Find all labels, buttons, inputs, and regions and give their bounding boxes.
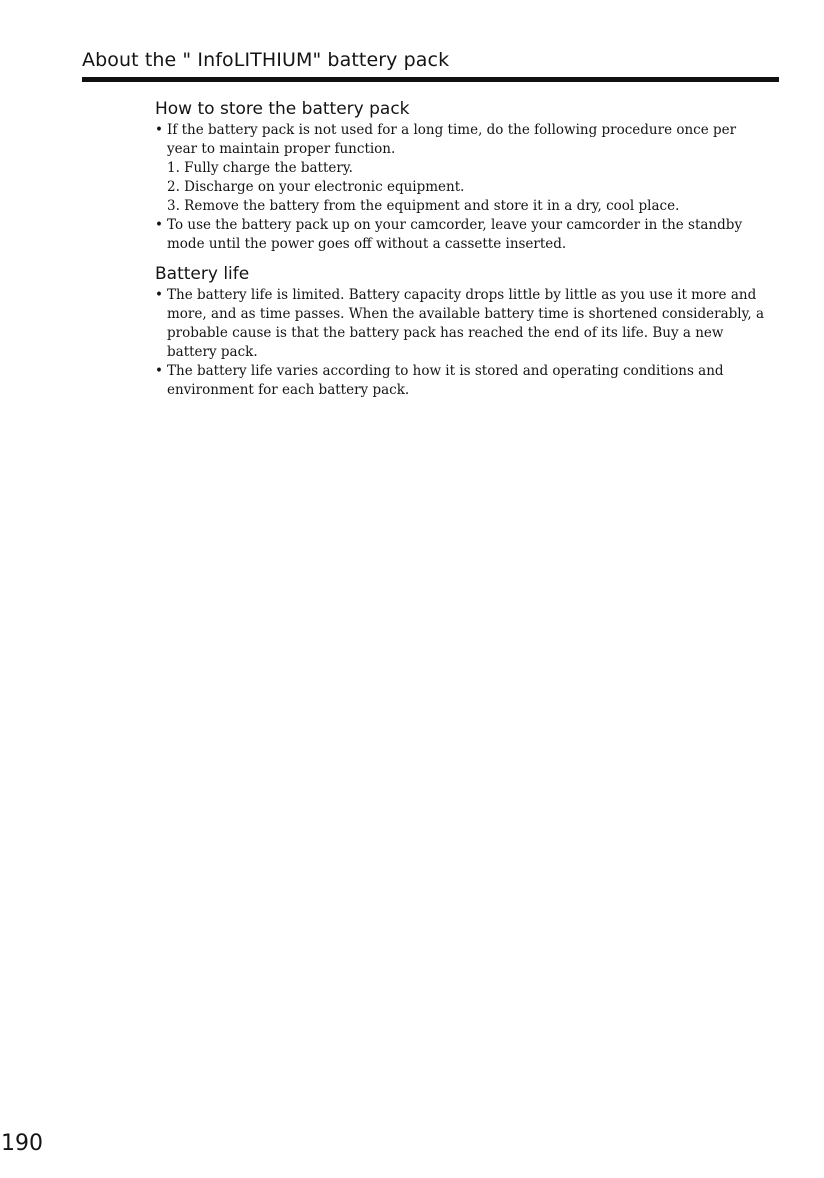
paragraph-line: more, and as time passes. When the available battery time is shortened considerably, a: [167, 306, 765, 322]
step-item: 1. Fully charge the battery.: [167, 160, 353, 176]
bullet-icon: •: [155, 287, 163, 303]
bullet-icon: •: [155, 217, 163, 233]
section-heading: How to store the battery pack: [155, 99, 410, 119]
bullet-icon: •: [155, 363, 163, 379]
page-title: About the " InfoLITHIUM" battery pack: [82, 49, 450, 71]
bullet-item: [155, 286, 780, 305]
page-number: 190: [1, 1131, 43, 1156]
paragraph-line: The battery life varies according to how it is stored and operating conditions and: [167, 363, 724, 379]
paragraph-line: battery pack.: [167, 344, 258, 360]
section-battery-life: [155, 264, 780, 400]
section-heading: Battery life: [155, 264, 250, 284]
paragraph-line: If the battery pack is not used for a long time, do the following procedure once per: [167, 122, 737, 138]
step-item: 2. Discharge on your electronic equipment.: [167, 179, 465, 195]
header-divider: [82, 77, 779, 82]
bullet-item: [155, 362, 780, 381]
paragraph-line: probable cause is that the battery pack has reached the end of its life. Buy a new: [167, 325, 724, 341]
main-content: [155, 99, 780, 400]
step-item: 3. Remove the battery from the equipment and store it in a dry, cool place.: [167, 198, 680, 214]
paragraph-line: environment for each battery pack.: [167, 382, 410, 398]
section-storage: [155, 99, 780, 254]
bullet-item: [155, 216, 780, 235]
paragraph-line: mode until the power goes off without a cassette inserted.: [167, 236, 567, 252]
paragraph-line: To use the battery pack up on your camcorder, leave your camcorder in the standby: [167, 217, 743, 233]
paragraph-line: The battery life is limited. Battery capacity drops little by little as you use it more and: [167, 287, 757, 303]
bullet-icon: •: [155, 122, 163, 138]
paragraph-line: year to maintain proper function.: [167, 141, 396, 157]
bullet-item: [155, 121, 780, 140]
